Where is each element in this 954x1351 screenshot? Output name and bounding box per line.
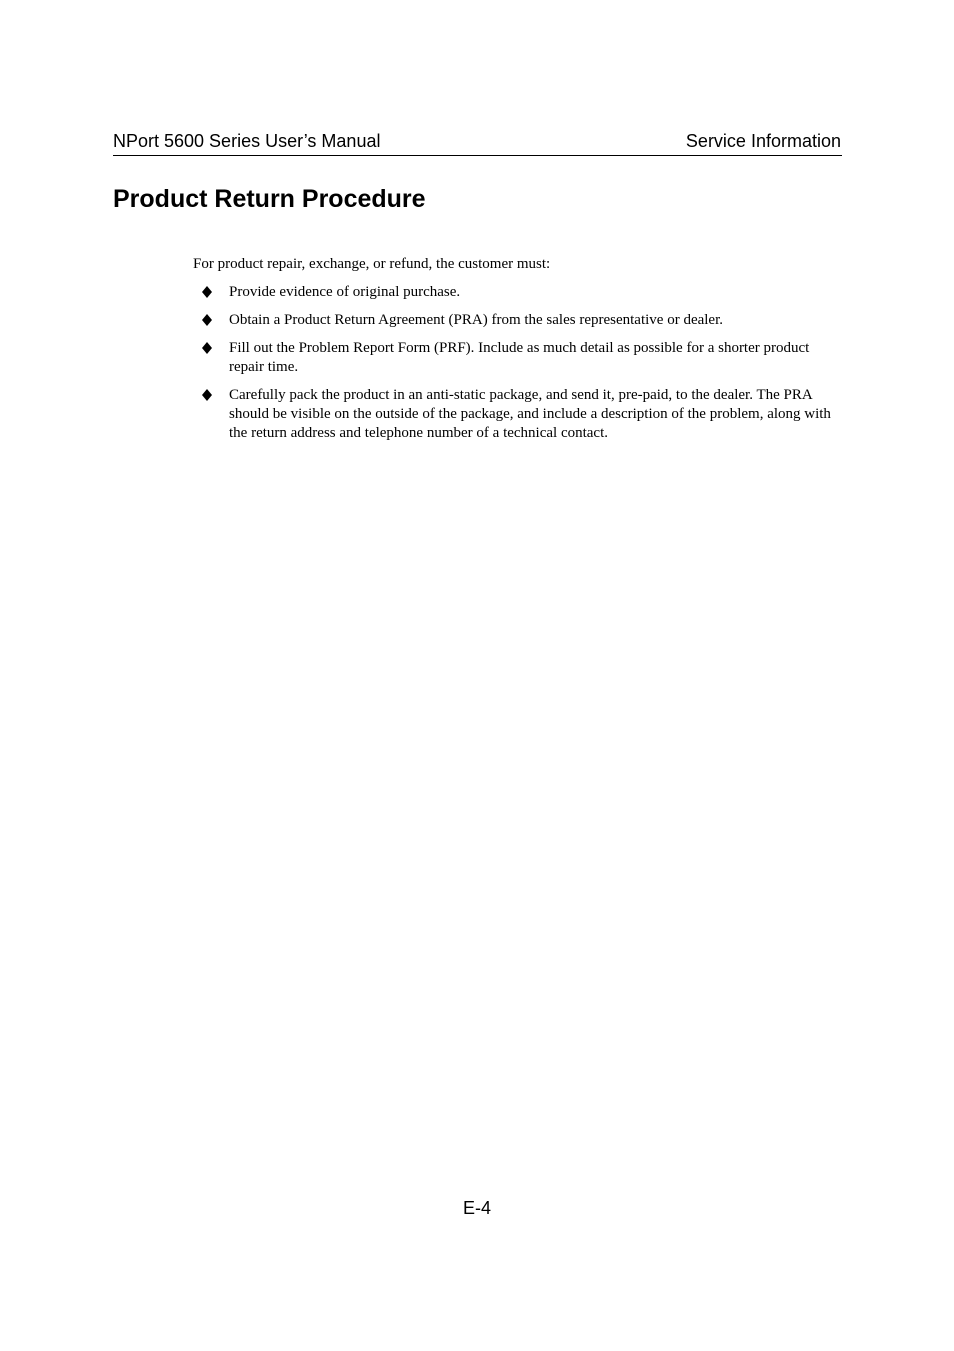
list-item-text: Carefully pack the product in an anti-static package, and send it, pre-paid, to the dealer. The PRA should be visible on the outside of the package, and include a description of the problem, along with the return address and telephone number of a technical contact.: [229, 387, 831, 441]
list-item: [201, 386, 841, 443]
list-item: [201, 339, 841, 377]
diamond-bullet-icon: [201, 342, 213, 354]
diamond-bullet-icon: [201, 389, 213, 401]
list-item-text: Fill out the Problem Report Form (PRF). Include as much detail as possible for a shorter product repair time.: [229, 340, 810, 375]
page-number: E-4: [462, 1198, 491, 1218]
diamond-bullet-icon: [201, 314, 213, 326]
chapter-title: Service Information: [685, 131, 841, 151]
list-item: [201, 311, 841, 330]
list-item-text: Provide evidence of original purchase.: [229, 284, 461, 300]
procedure-list: [201, 283, 841, 452]
manual-title: NPort 5600 Series User’s Manual: [113, 131, 381, 151]
diamond-bullet-icon: [201, 286, 213, 298]
page-title: Product Return Procedure: [113, 185, 426, 213]
running-header: [113, 129, 842, 156]
intro-paragraph: For product repair, exchange, or refund, the customer must:: [193, 256, 551, 272]
list-item-text: Obtain a Product Return Agreement (PRA) from the sales representative or dealer.: [229, 312, 724, 328]
list-item: [201, 283, 841, 302]
